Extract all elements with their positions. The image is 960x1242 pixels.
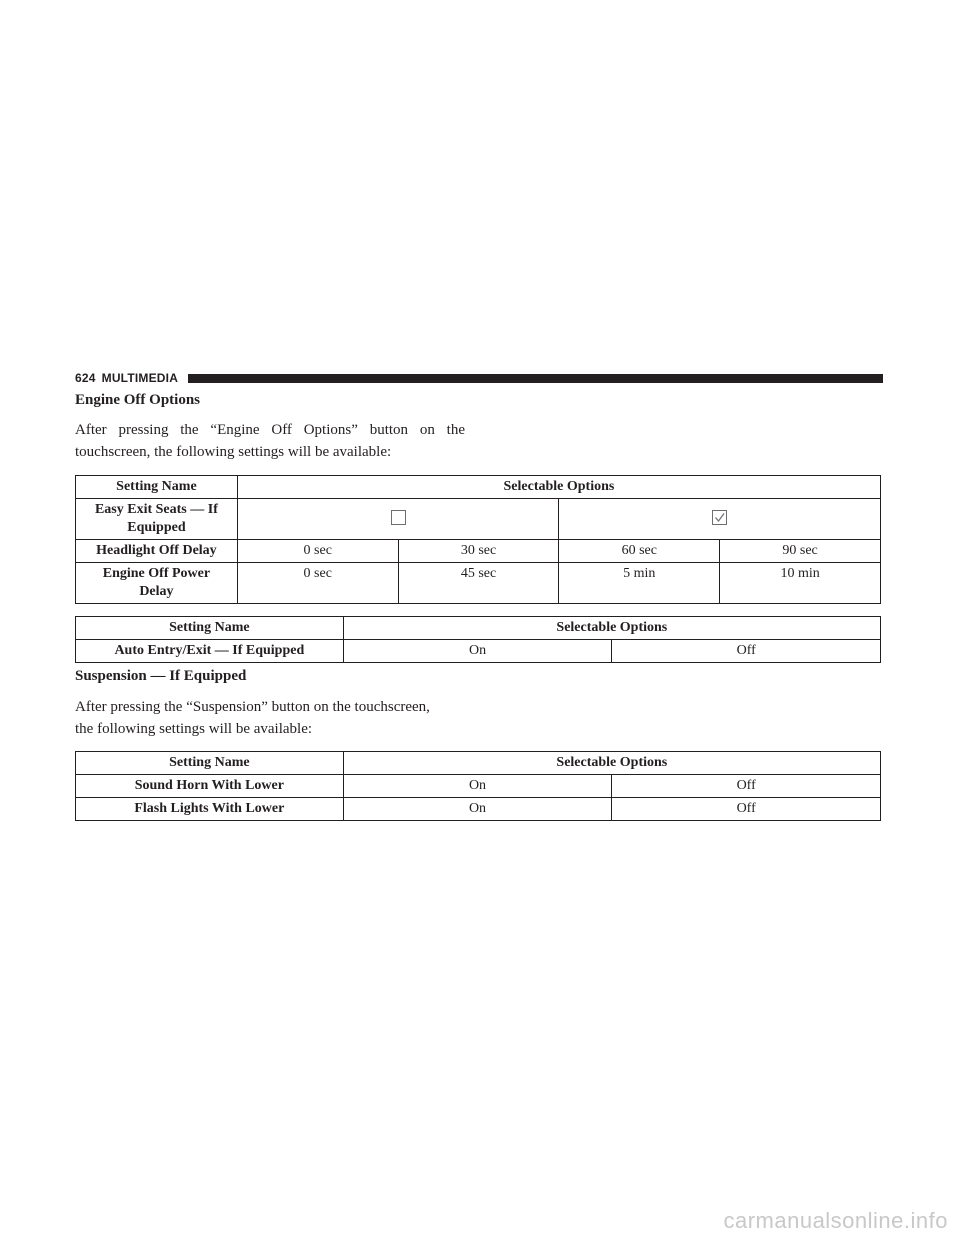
option-cell: On (343, 798, 612, 821)
page-number: 624 (75, 371, 96, 385)
suspension-intro (75, 696, 465, 740)
page-header (75, 370, 883, 386)
suspension-table (75, 751, 881, 821)
setting-name (76, 499, 238, 540)
setting-name: Auto Entry/Exit — If Equipped (76, 640, 344, 663)
option-cell[interactable] (559, 499, 881, 540)
option-cell: 45 sec (398, 563, 559, 604)
col-header-setting: Setting Name (76, 617, 344, 640)
suspension-intro-line2: the following settings will be available: (75, 721, 313, 737)
option-cell: 5 min (559, 563, 720, 604)
header-rule (188, 374, 883, 383)
option-cell: Off (612, 640, 881, 663)
setting-name: Headlight Off Delay (76, 540, 238, 563)
table-row (76, 499, 881, 540)
table-row (76, 563, 881, 604)
setting-name-line1: Engine Off Power (102, 566, 211, 581)
col-header-setting: Setting Name (76, 476, 238, 499)
option-cell: 10 min (720, 563, 881, 604)
option-cell: Off (612, 775, 881, 798)
table-row (76, 775, 881, 798)
option-cell: On (343, 640, 612, 663)
suspension-intro-line1: After pressing the “Suspension” button on the touchscreen, (75, 699, 430, 715)
col-header-options: Selectable Options (237, 476, 880, 499)
setting-name-line2: Equipped (127, 520, 186, 535)
table-row (76, 540, 881, 563)
checkmark-icon (713, 511, 726, 524)
setting-name (76, 563, 238, 604)
engine-off-intro (75, 419, 465, 463)
table-row (76, 640, 881, 663)
auto-entry-table (75, 616, 881, 663)
setting-name: Sound Horn With Lower (76, 775, 344, 798)
table-header-row (76, 476, 881, 499)
col-header-options: Selectable Options (343, 617, 880, 640)
option-cell[interactable] (237, 499, 559, 540)
engine-off-intro-line1: After pressing the “Engine Off Options” button on the (75, 422, 465, 438)
setting-name: Flash Lights With Lower (76, 798, 344, 821)
table-header-row (76, 617, 881, 640)
table-header-row (76, 752, 881, 775)
col-header-setting: Setting Name (76, 752, 344, 775)
option-cell: 90 sec (720, 540, 881, 563)
option-cell: On (343, 775, 612, 798)
option-cell: 0 sec (237, 563, 398, 604)
section-title: MULTIMEDIA (101, 371, 179, 385)
watermark: carmanualsonline.info (723, 1208, 948, 1233)
setting-name-line2: Delay (139, 584, 174, 599)
col-header-options: Selectable Options (343, 752, 880, 775)
suspension-heading: Suspension — If Equipped (75, 668, 247, 684)
option-cell: 30 sec (398, 540, 559, 563)
setting-name-line1: Easy Exit Seats — If (94, 502, 218, 517)
engine-off-table (75, 475, 881, 604)
option-cell: Off (612, 798, 881, 821)
checkbox-unchecked-icon[interactable] (391, 510, 406, 525)
engine-off-intro-line2: touchscreen, the following settings will be available: (75, 444, 392, 460)
table-row (76, 798, 881, 821)
checkbox-checked-icon[interactable] (712, 510, 727, 525)
option-cell: 0 sec (237, 540, 398, 563)
engine-off-heading: Engine Off Options (75, 392, 201, 408)
option-cell: 60 sec (559, 540, 720, 563)
